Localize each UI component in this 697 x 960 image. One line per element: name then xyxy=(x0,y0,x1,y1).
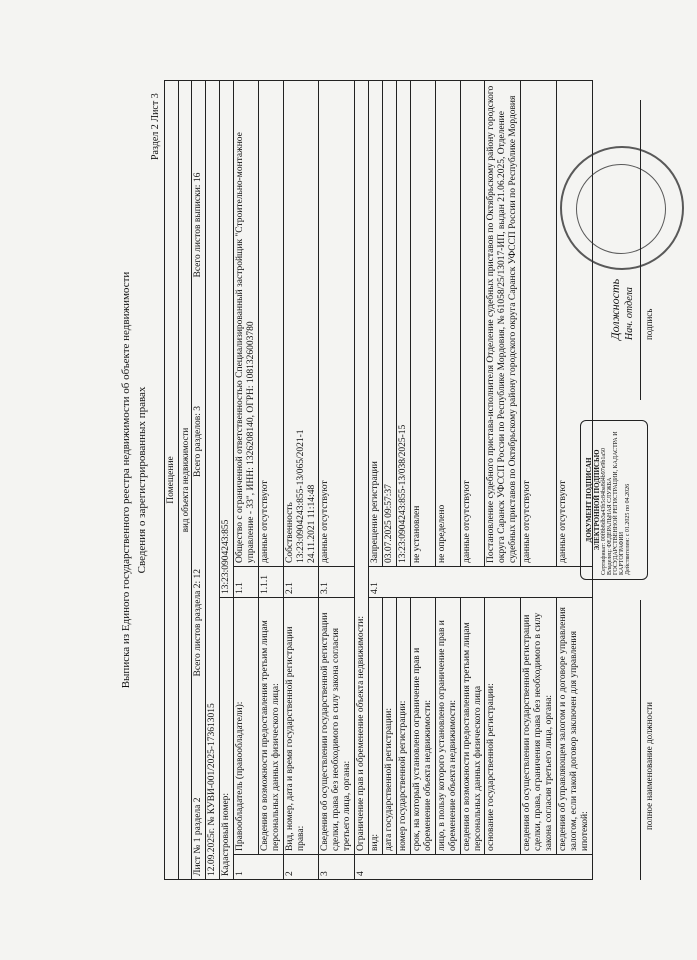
table-row: основание государственной регистрации: Постановление судебного пристава-исполнителя Отделение судебных приставов по Октябрьскому району городского округа Саранск УФССП России по Республике Мордовия, № 61058/25/13017-ИП, выдан 21.06.2025, Отделение судебных приставов по Октябрьскому району городского округа Саранск УФССП России по Республике Мордовия xyxy=(485,81,521,880)
table-row: 3 Сведения об осуществлении государственной регистрации сделки, права без необходимого в силу закона согласия третьего лица, органа: 3.1 данные отсутствуют xyxy=(319,81,355,880)
table-row: срок, на который установлено ограничение прав и обременение объекта недвижимости: не установлен xyxy=(410,81,435,880)
handwritten-name: Нач. отдела xyxy=(624,287,635,340)
table-row: 4 Ограничение прав и обременение объекта недвижимости: xyxy=(355,81,369,880)
sections-total: Всего разделов: 3 xyxy=(193,405,204,477)
cadastral-value: 13:23:0904243:855 xyxy=(220,81,234,598)
table-row: номер государственной регистрации: 13:23:0904243:855-13/038/2025-15 xyxy=(397,81,411,880)
table-row: 2 Вид, номер, дата и время государственной регистрации права: 2.1 Собственность 13:23:0904243:855-13/065/2021-1 24.11.2021 11:14:48 xyxy=(283,81,319,880)
electronic-signature-box: ДОКУМЕНТ ПОДПИСАН ЭЛЕКТРОННОЙ ПОДПИСЬЮ Сертификат: 00f8b8db3a43b5c84ba8d4b97e9b1a50 Владелец: ФЕДЕРАЛЬНАЯ СЛУЖБА ГОСУДАРСТВЕННОЙ РЕГИСТРАЦИИ, КАДАСТРА И КАРТОГРАФИИ Действителен: с 01.2025 по 04.2026 xyxy=(580,420,648,580)
document-title: Выписка из Единого государственного реестра недвижимости об объекте недвижимости xyxy=(120,271,132,689)
table-row: вид: 4.1 Запрещение регистрации xyxy=(369,81,383,880)
position-caption: полное наименование должности xyxy=(644,702,654,830)
section-sheet-label: Раздел 2 Лист 3 xyxy=(150,93,161,160)
signature-line xyxy=(640,100,641,400)
official-seal-icon xyxy=(560,146,684,270)
rights-table xyxy=(164,80,593,880)
table-row: Сведения о возможности предоставления третьим лицам персональных данных физического лица: 1.1.1 данные отсутствуют xyxy=(258,81,283,880)
sheet-number: Лист № 1 раздела 2 xyxy=(193,797,204,876)
cadastral-label: Кадастровый номер: xyxy=(220,598,234,880)
table-row: сведения об управляющем залогом и о договоре управления залогом, если такой договор заключен для управления ипотекой: данные отсутствуют xyxy=(557,81,593,880)
table-row: сведения о возможности предоставления третьим лицам персональных данных физического лица данные отсутствуют xyxy=(460,81,485,880)
table-row: 1 Правообладатель (правообладатели): 1.1 Общество с ограниченной ответственностью Специализированный застройщик "Строительно-монтажное управление - 33", ИНН: 1326208140, ОГРН: 1081326003780 xyxy=(234,81,259,880)
handwritten-position: Должность xyxy=(608,278,622,340)
sheets-total-section: Всего листов раздела 2: 12 xyxy=(193,568,204,677)
position-line xyxy=(640,600,641,880)
signature-caption: подпись xyxy=(644,308,654,340)
doc-id: 12.09.2025г. № КУВИ-001/2025-173613015 xyxy=(206,81,220,880)
table-row: сведения об осуществлении государственной регистрации сделки, права, ограничения права без необходимого в силу закона согласия третьего лица, органа: данные отсутствуют xyxy=(521,81,557,880)
object-type-value: Помещение xyxy=(165,81,179,880)
document-subtitle: Сведения о зарегистрированных правах xyxy=(136,386,148,574)
object-type-label: вид объекта недвижимости xyxy=(178,81,191,880)
table-row: дата государственной регистрации: 03.07.2025 09:57:37 xyxy=(383,81,397,880)
sheet-info-row xyxy=(192,81,206,880)
sheets-total: Всего листов выписки: 16 xyxy=(193,172,204,278)
table-row: лицо, в пользу которого установлено ограничение прав и обременение объекта недвижимости: не определено xyxy=(435,81,460,880)
